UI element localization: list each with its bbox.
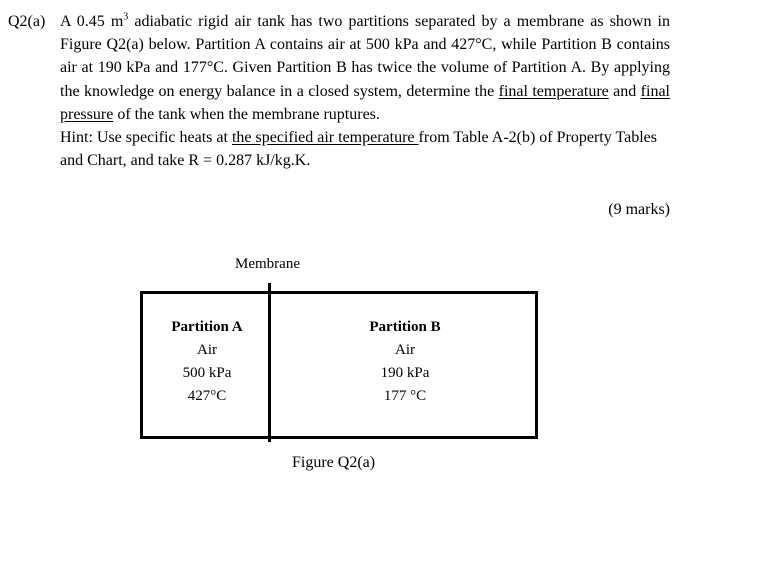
volume-unit-exponent: 3 (123, 11, 129, 23)
partition-a-title: Partition A (171, 319, 243, 335)
hint-paragraph (60, 126, 670, 172)
question-text-4: of the tank when the membrane ruptures. (113, 105, 380, 123)
tank-outline (140, 291, 538, 439)
partition-b-pressure: 190 kPa (380, 365, 430, 381)
question-text-2: adiabatic rigid air tank has two partitions separated by a membrane as shown in Figure Q2(a) below. Partition A contains air at 500 kPa and 427°C, while Partition B contains air at 190 kPa and 177°C. Given Partition B has twice the volume of Partition A. By applying the knowledge on energy balance in a closed system, determine the (60, 13, 670, 100)
question-text-1: A 0.45 m (60, 13, 124, 30)
question-body (60, 10, 670, 172)
question-statement (60, 10, 670, 126)
partition-a (155, 316, 259, 408)
question-text-3: and (608, 82, 641, 100)
partition-a-pressure: 500 kPa (182, 365, 232, 381)
partition-b-temperature: 177 °C (383, 388, 427, 404)
partition-b-title: Partition B (369, 319, 441, 335)
partition-b (345, 316, 465, 408)
question-label: Q2(a) (8, 13, 46, 30)
figure-caption: Figure Q2(a) (292, 454, 376, 471)
membrane-label: Membrane (235, 256, 300, 272)
partition-a-fluid: Air (197, 342, 217, 358)
hint-text-1: Hint: Use specific heats at (60, 129, 232, 147)
partition-a-temperature: 427°C (187, 388, 227, 404)
final-pressure-underlined: final pressure (60, 82, 670, 123)
final-temperature-underlined: final temperature (498, 82, 609, 100)
partition-b-fluid: Air (395, 342, 415, 358)
hint-text-2: from Table A-2(b) of Property Tables and Chart, and take R = 0.287 kJ/kg.K. (60, 129, 657, 170)
hint-underlined: the specified air temperature (231, 129, 419, 147)
membrane-divider (268, 283, 271, 442)
marks-label: (9 marks) (608, 201, 670, 218)
